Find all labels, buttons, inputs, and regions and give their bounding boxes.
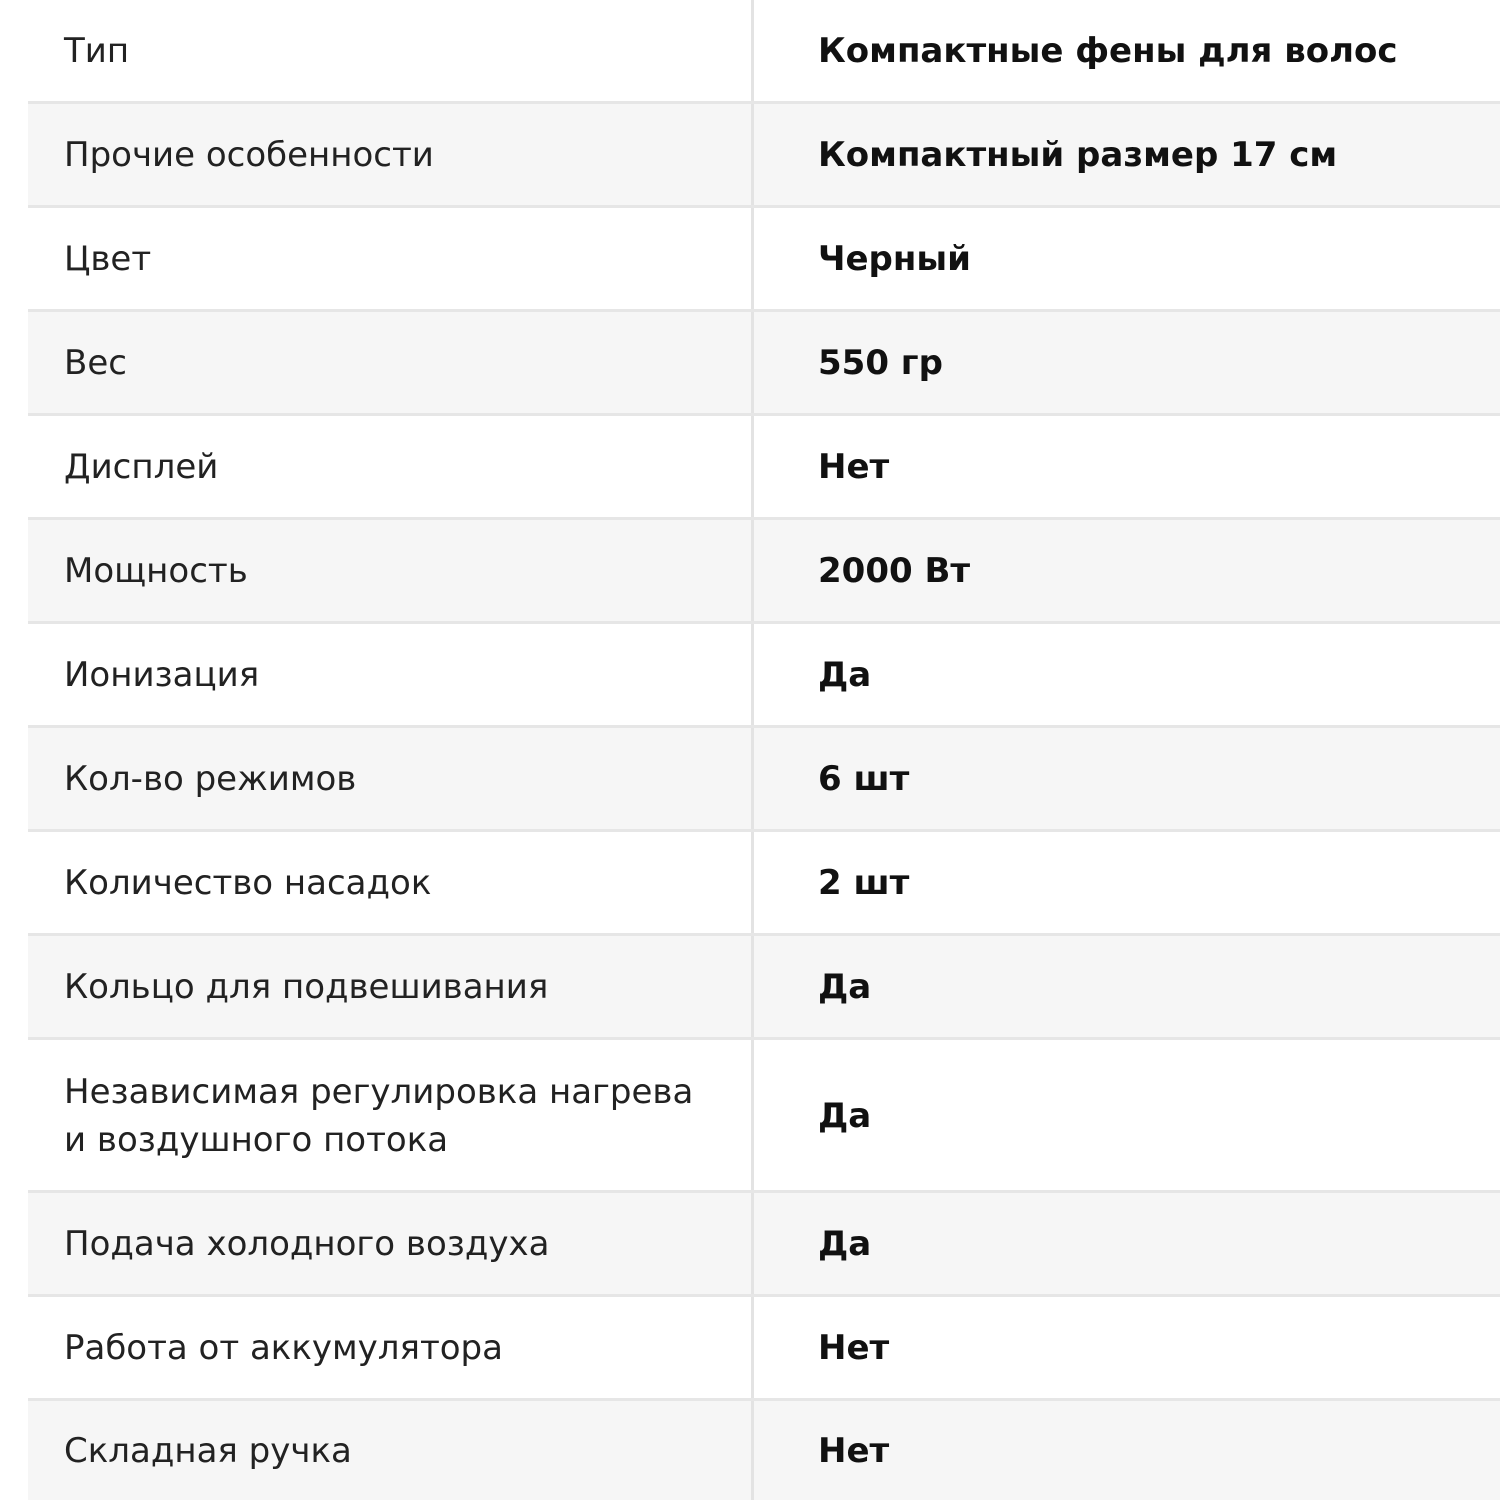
spec-row-display <box>28 416 1500 518</box>
spec-value: Нет <box>818 1430 890 1471</box>
spec-value: Да <box>818 655 872 695</box>
spec-name: Цвет <box>28 208 754 310</box>
spec-row-weight <box>28 312 1500 414</box>
spec-row-independent-control <box>28 1040 1500 1191</box>
spec-name: Тип <box>28 0 754 102</box>
spec-row-color <box>28 208 1500 310</box>
spec-name: Кол-во режимов <box>28 728 754 830</box>
spec-value: Нет <box>818 447 890 487</box>
spec-name: Прочие особенности <box>28 104 754 206</box>
spec-name: Кольцо для подвешивания <box>28 936 754 1038</box>
spec-value: Нет <box>818 1328 890 1368</box>
spec-name: Мощность <box>28 520 754 622</box>
spec-name: Работа от аккумулятора <box>28 1297 754 1399</box>
spec-name: Ионизация <box>28 624 754 726</box>
spec-name: Количество насадок <box>28 832 754 934</box>
spec-row-modes <box>28 728 1500 830</box>
spec-row-power <box>28 520 1500 622</box>
spec-value: 6 шт <box>818 759 910 799</box>
spec-row-ionization <box>28 624 1500 726</box>
spec-row-other-features <box>28 104 1500 206</box>
spec-name <box>28 1040 754 1191</box>
spec-name: Складная ручка <box>28 1401 754 1500</box>
spec-row-folding-handle <box>28 1401 1500 1500</box>
spec-row-attachments <box>28 832 1500 934</box>
spec-row-cold-air <box>28 1193 1500 1295</box>
spec-row-battery <box>28 1297 1500 1399</box>
spec-value: Компактный размер 17 см <box>818 135 1338 175</box>
spec-name: Дисплей <box>28 416 754 518</box>
spec-value: Да <box>818 1095 872 1136</box>
spec-name: Подача холодного воздуха <box>28 1193 754 1295</box>
spec-value: Черный <box>818 239 971 279</box>
spec-value: 2 шт <box>818 863 910 903</box>
spec-name-text: Независимая регулировка нагрева и воздушного потока <box>64 1071 694 1160</box>
spec-value: Да <box>818 967 872 1007</box>
spec-value: Компактные фены для волос <box>818 31 1398 71</box>
spec-value: 2000 Вт <box>818 551 971 591</box>
spec-value: Да <box>818 1224 872 1264</box>
specs-table <box>28 0 1500 1500</box>
spec-value: 550 гр <box>818 343 943 383</box>
spec-row-type <box>28 0 1500 102</box>
spec-row-hanging-ring <box>28 936 1500 1038</box>
spec-name: Вес <box>28 312 754 414</box>
